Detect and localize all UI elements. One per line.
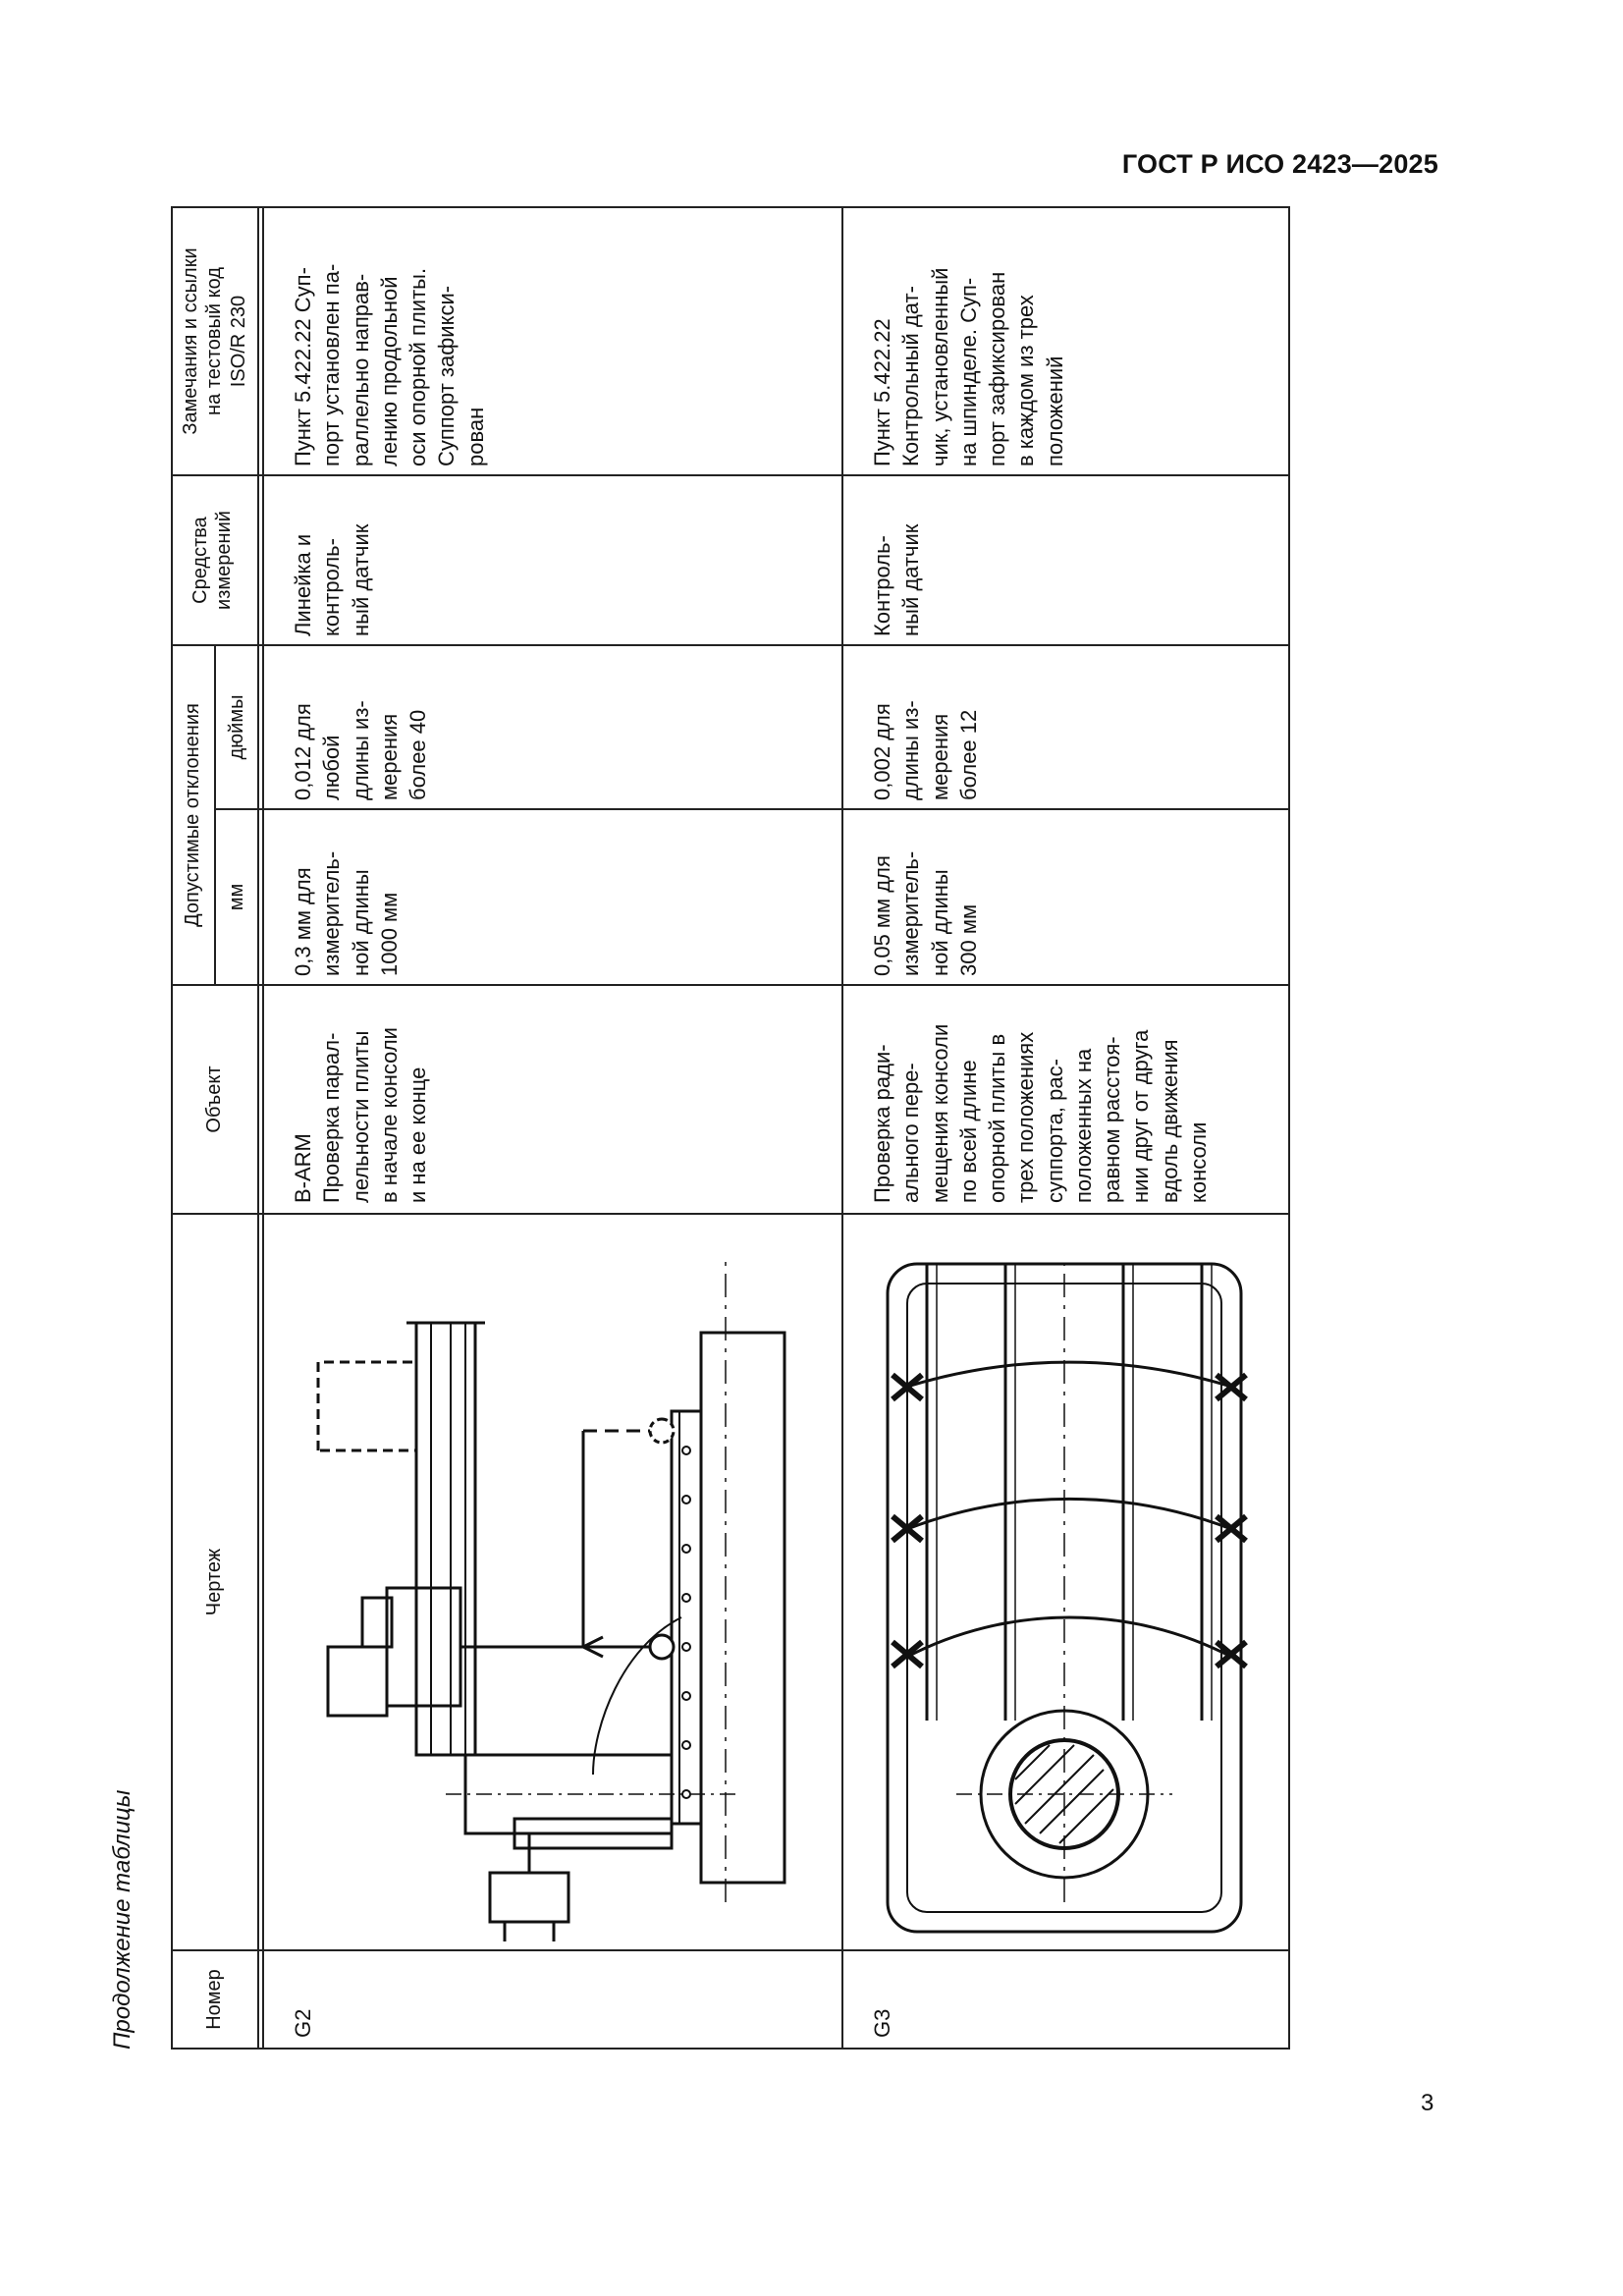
table-border-bottom [1288, 206, 1290, 2050]
page-number: 3 [1421, 2090, 1434, 2116]
column-header-number: Номер [203, 1969, 225, 2030]
row-separator [841, 206, 843, 2050]
header-rule [257, 206, 259, 2050]
table-border-left [171, 2048, 1290, 2050]
column-separator [171, 1213, 1290, 1215]
column-separator [171, 644, 1290, 646]
column-header-mm: мм [226, 883, 247, 911]
row-g3-notes: Пункт 5.422.22 Контрольный дат- чик, установленный на шпинделе. Суп- порт зафиксирован в каждом из трех положений [870, 267, 1067, 466]
row-g3-number: G3 [870, 2008, 894, 2038]
column-header-instruments: Средства измерений [189, 511, 236, 610]
row-g2-object: B-ARM Проверка парал- лельности плиты в начале консоли и на ее конце [291, 1027, 430, 1203]
row-g3-instruments: Контроль- ный датчик [870, 523, 924, 636]
continued-label: Продолжение таблицы [109, 1789, 135, 2050]
table-border-right [171, 206, 1290, 208]
row-g2-instruments: Линейка и контроль- ный датчик [291, 523, 373, 636]
row-g3-object: Проверка ради- ального пере- мещения консоли по всей длине опорной плиты в трех положениях суппорта, рас- положенных на равном расстоя- нии друг от друга вдоль движения консоли [870, 1023, 1211, 1203]
g3-drawing [848, 1220, 1280, 1941]
row-g2-tolerance-inches: 0,012 для любой длины из- мерения более 40 [291, 700, 430, 800]
row-g2-notes: Пункт 5.422.22 Суп- порт установлен па- раллельно направ- лению продольной оси опорной плиты. Суппорт зафикси- рован [291, 263, 488, 466]
row-g2-number: G2 [291, 2008, 315, 2038]
row-g3-tolerance-inches: 0,002 для длины из- мерения более 12 [870, 700, 981, 800]
row-g3-tolerance-mm: 0,05 мм для измеритель- ной длины 300 мм [870, 850, 981, 976]
column-separator [171, 984, 1290, 986]
column-header-object: Объект [203, 1066, 225, 1133]
column-separator [171, 1949, 1290, 1951]
column-separator [171, 474, 1290, 476]
document-header: ГОСТ Р ИСО 2423—2025 [1121, 149, 1438, 179]
column-separator [214, 808, 1290, 810]
row-g2-tolerance-mm: 0,3 мм для измеритель- ной длины 1000 мм [291, 850, 402, 976]
tolerance-table [171, 206, 1290, 2050]
column-header-drawing: Чертеж [203, 1548, 225, 1616]
rotated-page-content [98, 206, 1325, 2116]
column-header-tolerances: Допустимые отклонения [182, 703, 203, 927]
header-rule-double [262, 206, 264, 2050]
column-header-notes: Замечания и ссылки на тестовый код ISO/R 230 [180, 247, 249, 435]
g2-drawing [269, 1220, 837, 1941]
column-header-inches: дюймы [226, 694, 247, 760]
